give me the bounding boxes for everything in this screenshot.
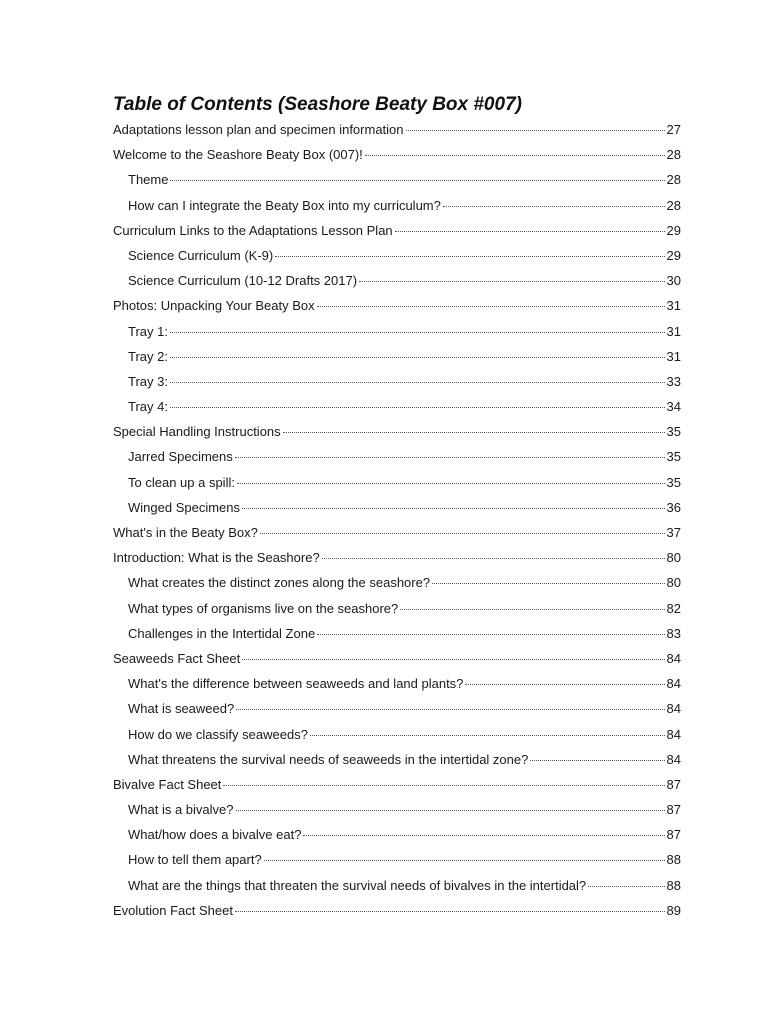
dot-leader	[235, 457, 665, 458]
toc-entry-page: 80	[666, 575, 681, 591]
toc-entry-page: 27	[666, 122, 681, 137]
toc-entry	[113, 898, 681, 923]
toc-entry	[113, 696, 681, 721]
toc-entry-label: Tray 4:	[128, 399, 168, 415]
dot-leader	[264, 860, 665, 861]
dot-leader	[170, 407, 665, 408]
dot-leader	[432, 583, 664, 584]
toc-entry-label: Challenges in the Intertidal Zone	[128, 625, 316, 641]
dot-leader	[235, 911, 665, 912]
toc-entry-label: Curriculum Links to the Adaptations Lesson Plan	[113, 222, 393, 238]
toc-entry	[113, 671, 681, 696]
toc-entry-label: What are the things that threaten the survival needs of bivalves in the intertidal?	[128, 877, 587, 893]
toc-entry-label: Science Curriculum (K-9)	[128, 247, 274, 263]
toc-entry	[113, 621, 681, 646]
toc-entry-page: 88	[666, 852, 681, 868]
table-of-contents	[113, 117, 681, 923]
toc-entry	[113, 344, 681, 369]
dot-leader	[322, 558, 665, 559]
toc-entry-page: 84	[666, 701, 681, 717]
toc-entry-label: Photos: Unpacking Your Beaty Box	[113, 298, 315, 314]
dot-leader	[359, 281, 664, 282]
toc-entry	[113, 243, 681, 268]
dot-leader	[170, 180, 664, 181]
toc-entry	[113, 268, 681, 293]
toc-entry-page: 33	[666, 373, 681, 389]
toc-entry	[113, 646, 681, 671]
toc-entry-page: 31	[666, 323, 681, 339]
dot-leader	[223, 785, 664, 786]
dot-leader	[236, 810, 665, 811]
toc-entry-page: 87	[666, 827, 681, 843]
toc-entry	[113, 722, 681, 747]
toc-entry-label: To clean up a spill:	[128, 474, 235, 490]
dot-leader	[317, 634, 664, 635]
toc-entry	[113, 319, 681, 344]
toc-entry-label: What's the difference between seaweeds and land plants?	[128, 676, 464, 692]
toc-entry-page: 84	[666, 726, 681, 742]
toc-entry	[113, 495, 681, 520]
toc-entry-label: Tray 2:	[128, 348, 168, 364]
dot-leader	[242, 508, 665, 509]
toc-entry	[113, 596, 681, 621]
toc-entry-label: How can I integrate the Beaty Box into my curriculum?	[128, 197, 441, 213]
toc-entry	[113, 419, 681, 444]
dot-leader	[260, 533, 665, 534]
toc-entry	[113, 470, 681, 495]
toc-entry	[113, 847, 681, 872]
toc-entry-page: 87	[666, 802, 681, 818]
toc-entry-label: How do we classify seaweeds?	[128, 726, 308, 742]
toc-entry-page: 28	[666, 197, 681, 213]
dot-leader	[400, 609, 664, 610]
page-title: Table of Contents (Seashore Beaty Box #007)	[113, 94, 522, 115]
toc-entry-label: Special Handling Instructions	[113, 424, 281, 440]
toc-entry-page: 88	[666, 877, 681, 893]
toc-entry	[113, 444, 681, 469]
dot-leader	[170, 382, 665, 383]
toc-entry	[113, 369, 681, 394]
toc-entry-label: Tray 1:	[128, 323, 168, 339]
dot-leader	[283, 432, 665, 433]
toc-entry-page: 80	[666, 550, 681, 566]
toc-entry-page: 84	[666, 751, 681, 767]
toc-entry-page: 31	[666, 348, 681, 364]
toc-entry-label: Winged Specimens	[128, 499, 240, 515]
dot-leader	[310, 735, 665, 736]
toc-entry	[113, 117, 681, 142]
toc-entry-label: Introduction: What is the Seashore?	[113, 550, 320, 566]
dot-leader	[242, 659, 664, 660]
dot-leader	[465, 684, 664, 685]
toc-entry-label: What/how does a bivalve eat?	[128, 827, 302, 843]
toc-entry-page: 83	[666, 625, 681, 641]
dot-leader	[365, 155, 665, 156]
toc-entry	[113, 822, 681, 847]
toc-entry-page: 36	[666, 499, 681, 515]
toc-entry-label: Science Curriculum (10-12 Drafts 2017)	[128, 273, 358, 289]
toc-entry	[113, 797, 681, 822]
dot-leader	[406, 130, 665, 131]
toc-entry-page: 28	[666, 147, 681, 163]
toc-entry	[113, 772, 681, 797]
dot-leader	[236, 709, 664, 710]
toc-entry-label: Jarred Specimens	[128, 449, 233, 465]
dot-leader	[317, 306, 665, 307]
dot-leader	[170, 332, 665, 333]
toc-entry-label: Evolution Fact Sheet	[113, 902, 233, 918]
toc-entry-label: Seaweeds Fact Sheet	[113, 650, 241, 666]
dot-leader	[530, 760, 664, 761]
dot-leader	[303, 835, 664, 836]
toc-entry	[113, 394, 681, 419]
toc-entry-label: What threatens the survival needs of seaweeds in the intertidal zone?	[128, 751, 529, 767]
toc-entry-page: 34	[666, 399, 681, 415]
toc-entry	[113, 193, 681, 218]
toc-entry	[113, 873, 681, 898]
toc-entry-page: 89	[666, 902, 681, 918]
toc-entry	[113, 570, 681, 595]
toc-entry-page: 84	[666, 676, 681, 692]
toc-entry-label: Theme	[128, 172, 169, 188]
toc-entry-page: 28	[666, 172, 681, 188]
toc-entry-page: 82	[666, 600, 681, 616]
dot-leader	[275, 256, 664, 257]
dot-leader	[443, 206, 665, 207]
toc-entry	[113, 545, 681, 570]
toc-entry	[113, 218, 681, 243]
toc-entry	[113, 142, 681, 167]
toc-entry-label: What is a bivalve?	[128, 802, 234, 818]
toc-entry-label: What types of organisms live on the seashore?	[128, 600, 399, 616]
toc-entry-label: Adaptations lesson plan and specimen information	[113, 122, 404, 137]
toc-entry-label: How to tell them apart?	[128, 852, 262, 868]
toc-entry	[113, 520, 681, 545]
toc-entry	[113, 167, 681, 192]
toc-entry-page: 29	[666, 222, 681, 238]
toc-entry-page: 29	[666, 247, 681, 263]
toc-entry-page: 87	[666, 776, 681, 792]
dot-leader	[237, 483, 665, 484]
toc-entry-label: Welcome to the Seashore Beaty Box (007)!	[113, 147, 363, 163]
dot-leader	[170, 357, 665, 358]
toc-entry-label: Tray 3:	[128, 373, 168, 389]
toc-entry-label: What is seaweed?	[128, 701, 235, 717]
toc-entry-page: 35	[666, 474, 681, 490]
toc-entry-label: What's in the Beaty Box?	[113, 525, 258, 540]
toc-entry-page: 31	[666, 298, 681, 314]
toc-entry	[113, 293, 681, 318]
toc-entry-page: 37	[666, 525, 681, 540]
toc-entry-page: 35	[666, 449, 681, 465]
toc-entry-page: 84	[666, 650, 681, 666]
dot-leader	[588, 886, 664, 887]
toc-entry-label: What creates the distinct zones along the seashore?	[128, 575, 431, 591]
toc-entry-page: 35	[666, 424, 681, 440]
toc-entry-label: Bivalve Fact Sheet	[113, 776, 222, 792]
toc-entry	[113, 747, 681, 772]
dot-leader	[395, 231, 665, 232]
toc-entry-page: 30	[666, 273, 681, 289]
